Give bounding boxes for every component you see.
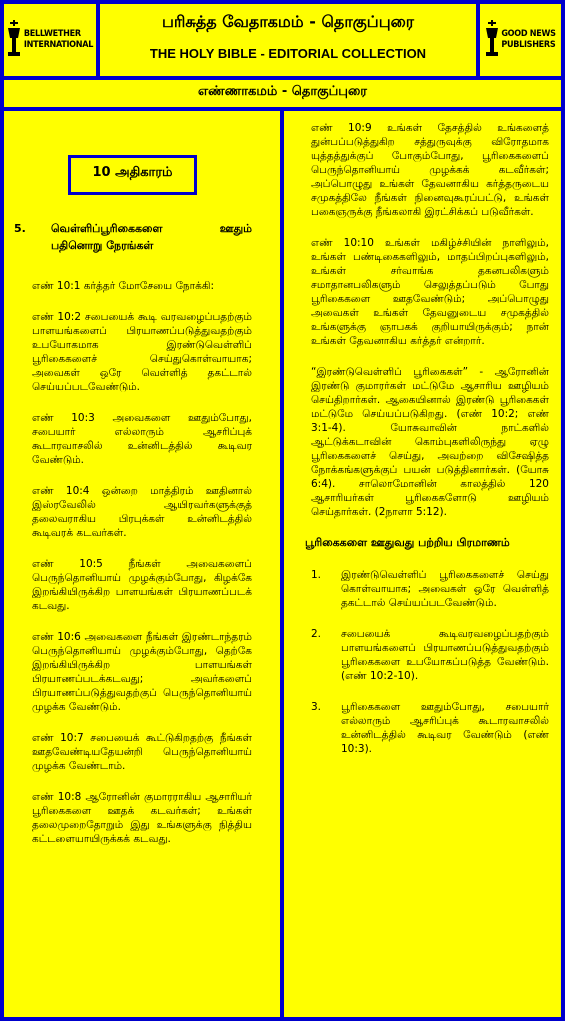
good-news-line-2: PUBLISHERS — [501, 40, 556, 50]
left-verses — [32, 279, 252, 846]
bellwether-line-2: INTERNATIONAL — [23, 40, 94, 50]
verse-10-9: எண் 10:9 உங்கள் தேசத்தில் உங்களைத் துன்பப்படுத்துகிற சத்துருவுக்கு விரோதமாக யுத்தத்துக்குப் போகும்போது, பூரிகைகளைப் பெருந்தொனியாய் முழக்கக் கடவீர்கள்; அப்பொழுது உங்கள் தேவனாகிய கர்த்தருடைய சமுகத்திலே நீங்கள் நினைவுகூரப்பட்டு, உங்கள் பகைஞருக்கு நீங்கலாகி இரட்சிக்கப் படுவீர்கள். — [311, 122, 549, 218]
rule-item — [311, 627, 549, 683]
good-news-pulpit-logo-icon — [485, 20, 499, 60]
verse-10-4: எண் 10:4 ஒன்றை மாத்திரம் ஊதினால் இஸ்ரவேலில் ஆயிரவர்களுக்குத் தலைவராகிய பிரபுக்கள் உன்னிடத்தில் கூடிவரக் கடவர்கள். — [32, 485, 252, 539]
verse-10-2: எண் 10:2 சபையைக் கூடி வரவழைப்பதற்கும் பாளயங்களைப் பிரயாணப்படுத்துவதற்கும் உபயோகமாக இரண்டுவெள்ளிப் பூரிகைகளைச் செய்துகொள்வாயாக; அவைகள் ஒரே வெள்ளித் தகட்டால் செய்யப்படவேண்டும். — [32, 311, 252, 393]
section-heading — [14, 220, 252, 254]
commentary-paragraph: “இரண்டுவெள்ளிப் பூரிகைகள்” - ஆரோனின் இரண்டு குமாரர்கள் மட்டுமே ஆசாரிய ஊழியம் செய்திறார்கள். ஆகையினால் இரண்டு பூரிகைகள் மட்டுமே செய்யப்படுகிறது. (எண் 10:2; எண் 3:1-4). யோசுவாவின் நாட்களில் ஆட்டுக்கடாவின் கொம்புகளிலிருந்து ஏழு பூரிகைகளைச் செய்து, அவற்றை விசேஷித்த நோக்கங்களுக்குப் பயன் படுத்தினார்கள். (யோசு 6:4). சாலொமோனின் காலத்தில் 120 ஆசாரியர்கள் பூரிகைகளோடு ஊழியம் செய்தார்கள். (2நாளா 5:12). — [311, 366, 549, 518]
good-news-logo-box — [478, 2, 563, 78]
bellwether-name — [24, 29, 93, 51]
right-column — [305, 121, 549, 773]
section-heading-text: வெள்ளிப்பூரிகைகளை ஊதும் பதினொறு நேரங்கள் — [51, 222, 252, 252]
verse-10-7: எண் 10:7 சபையைக் கூட்டுகிறதற்கு நீங்கள் ஊதவேண்டியதேயன்றி பெருந்தொனியாய் முழக்க வேண்டாம். — [32, 732, 252, 772]
bellwether-logo-box — [2, 2, 98, 78]
rules-title: பூரிகைகளை ஊதுவது பற்றிய பிரமாணம் — [305, 536, 510, 549]
bellwether-pulpit-logo-icon — [7, 20, 21, 60]
verse-10-1: எண் 10:1 கர்த்தர் மோசேயை நோக்கி: — [32, 280, 214, 292]
title-english: THE HOLY BIBLE - EDITORIAL COLLECTION — [149, 46, 427, 61]
rule-text: சபையைக் கூடிவரவழைப்பதற்கும் பாளயங்களைப் பிரயாணப்படுத்துவதற்கும் பூரிகைகளை உபயோகப்படுத்த வேண்டும். (எண் 10:2-10). — [341, 628, 549, 682]
rule-number: 1. — [311, 569, 322, 581]
title-tamil: பரிசுத்த வேதாகமம் - தொகுப்புரை — [161, 12, 415, 31]
verse-10-3: எண் 10:3 அவைகளை ஊதும்போது, சபையார் எல்லாரும் ஆசரிப்புக் கூடாரவாசலில் உன்னிடத்தில் கூடிவர வேண்டும். — [32, 412, 252, 466]
bellwether-line-1: BELLWETHER — [23, 29, 81, 39]
verse-10-5: எண் 10:5 நீங்கள் அவைகளைப் பெருந்தொனியாய் முழக்கும்போது, கிழக்கே இறங்கியிருக்கிற பாளயங்கள் பிரயாணப்படக் கடவது. — [32, 558, 252, 612]
verse-10-8: எண் 10:8 ஆரோனின் குமாரராகிய ஆசாரியர் பூரிகைகளை ஊதக் கடவர்கள்; உங்கள் தலைமுறைதோறும் இது உங்களுக்கு நித்திய கட்டளையாயிருக்கக் கடவது. — [32, 791, 252, 845]
title-box — [98, 2, 478, 78]
subheader-box — [2, 78, 563, 109]
rule-text: இரண்டுவெள்ளிப் பூரிகைகளைச் செய்து கொள்வாயாக; அவைகள் ஒரே வெள்ளித் தகட்டால் செய்யப்படவேண்டும். — [341, 569, 549, 609]
chapter-label: 10 அதிகாரம் — [68, 155, 197, 195]
verse-10-6: எண் 10:6 அவைகளை நீங்கள் இரண்டாந்தரம் பெருந்தொனியாய் முழக்கும்போது, தெற்கே இறங்கியிருக்கிற பாளயங்கள் பிரயாணப்படக்கடவது; அவர்களைப் பிரயாணப்படுத்துவதற்குப் பெருந்தொனியாய் முழக்க வேண்டும். — [32, 631, 252, 713]
rule-number: 3. — [311, 701, 322, 713]
rule-number: 2. — [311, 628, 322, 640]
section-number: 5. — [14, 222, 26, 235]
good-news-line-1: GOOD NEWS — [501, 29, 556, 39]
rule-item — [311, 568, 549, 610]
subheader-title: எண்ணாகமம் - தொகுப்புரை — [198, 84, 367, 99]
good-news-name — [501, 29, 555, 51]
rule-text: பூரிகைகளை ஊதும்போது, சபையார் எல்லாரும் ஆசரிப்புக் கூடாரவாசலில் உன்னிடத்தில் கூடிவர வேண்டும் (எண் 10:3). — [341, 701, 549, 755]
rule-item — [311, 700, 549, 756]
verse-10-10: எண் 10:10 உங்கள் மகிழ்ச்சியின் நாளிலும், உங்கள் பண்டிகைகளிலும், மாதப்பிறப்புகளிலும், உங்கள் சர்வாங்க தகனபலிகளும் சமாதானபலிகளும் செலுத்தப்படும் போது பூரிகைகளை ஊதவேண்டும்; அப்பொழுது அவைகள் உங்கள் தேவனுடைய சமுகத்தில் உங்களுக்கு ஞாபகக் குறியாயிருக்கும்; நான் உங்கள் தேவனாகிய கர்த்தர் என்றார். — [311, 237, 549, 347]
left-column — [14, 220, 252, 863]
